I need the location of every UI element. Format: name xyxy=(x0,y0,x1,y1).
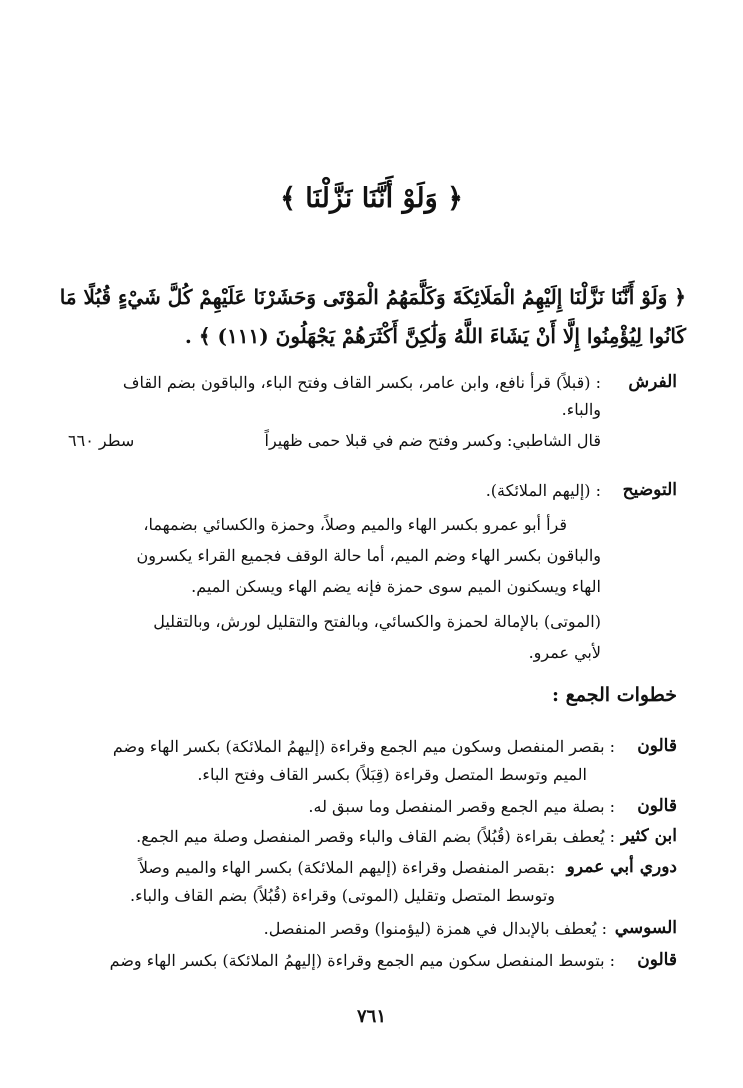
tawdih-line: قرأ أبو عمرو بكسر الهاء والميم وصلاً، وحمزة والكسائي بضمهما، xyxy=(143,515,567,534)
step-label: السوسي xyxy=(614,918,677,938)
tawdih-line: والباقون بكسر الهاء وضم الميم، أما حالة الوقف فجميع القراء يكسرون xyxy=(136,546,601,565)
tawdih-line: لأبي عمرو. xyxy=(528,643,601,662)
step-entry xyxy=(68,793,677,820)
quran-verse xyxy=(60,278,686,356)
step-label: ابن كثير xyxy=(620,826,677,846)
step-entry xyxy=(68,915,677,942)
tawdih-line: الهاء ويسكنون الميم سوى حمزة فإنه يضم الهاء ويسكن الميم. xyxy=(191,577,601,596)
farsh-label: الفرش xyxy=(628,372,677,392)
step-entry xyxy=(68,854,677,910)
farsh-line: : (قبلاً) قرأ نافع، وابن عامر، بكسر القاف وفتح الباء، والباقون بضم القاف xyxy=(122,373,601,392)
step-entry xyxy=(68,947,677,974)
tawdih-head: : (إليهم الملائكة). xyxy=(485,481,601,500)
tawdih-line: (الموتى) بالإمالة لحمزة والكسائي، وبالفتح والتقليل لورش، وبالتقليل xyxy=(153,612,601,631)
farsh-line: والباء. xyxy=(561,400,601,419)
quran-line: ﴿ وَلَوْ أَنَّنَا نَزَّلْنَا إِلَيْهِمُ الْمَلَائِكَةَ وَكَلَّمَهُمُ الْمَوْتَى وَحَشَرْنَا عَلَيْهِمْ كُلَّ شَيْءٍ قُبُلًا مَا xyxy=(59,285,686,309)
step-label: قالون xyxy=(637,950,677,970)
step-entry xyxy=(68,733,677,789)
step-line: : بتوسط المنفصل سكون ميم الجمع وقراءة (إليهمُ الملائكة) بكسر الهاء وضم xyxy=(109,951,615,970)
shatibi-line xyxy=(68,427,601,454)
step-label: قالون xyxy=(637,736,677,756)
step-line: :بقصر المنفصل وقراءة (إليهم الملائكة) بكسر الهاء والميم وصلاً xyxy=(138,858,555,877)
step-line: : يُعطف بالإبدال في همزة (ليؤمنوا) وقصر المنفصل. xyxy=(263,919,607,938)
step-line: : يُعطف بقراءة (قُبُلاً) بضم القاف والباء وقصر المنفصل وصلة ميم الجمع. xyxy=(136,827,615,846)
step-label: دوري أبي عمرو xyxy=(566,857,677,877)
step-line: وتوسط المتصل وتقليل (الموتى) وقراءة (قُبُلاً) بضم القاف والباء. xyxy=(129,886,555,905)
step-line: : بقصر المنفصل وسكون ميم الجمع وقراءة (إليهمُ الملائكة) بكسر الهاء وضم xyxy=(112,737,615,756)
satr-reference: سطر ٦٦٠ xyxy=(68,431,135,450)
step-label: قالون xyxy=(637,796,677,816)
steps-heading: خطوات الجمع : xyxy=(552,684,677,706)
step-line: الميم وتوسط المتصل وقراءة (قِبَلاً) بكسر القاف وفتح الباء. xyxy=(197,765,587,784)
tawdih-section xyxy=(68,477,677,668)
step-line: : بصلة ميم الجمع وقصر المنفصل وما سبق له. xyxy=(308,797,615,816)
step-entry xyxy=(68,823,677,850)
quran-line: كَانُوا لِيُؤْمِنُوا إِلَّا أَنْ يَشَاءَ اللَّهُ وَلَٰكِنَّ أَكْثَرَهُمْ يَجْهَلُونَ (١١١) ﴾ . xyxy=(184,324,686,348)
shatibi-verse: قال الشاطبي: وكسر وفتح ضم في قبلا حمى ظهيراً xyxy=(264,431,601,450)
tawdih-label: التوضيح xyxy=(622,480,677,500)
verse-title: ﴿ وَلَوْ أَنَّنَا نَزَّلْنَا ﴾ xyxy=(280,183,463,214)
farsh-section xyxy=(68,369,677,454)
page-number: ٧٦١ xyxy=(356,1006,386,1027)
